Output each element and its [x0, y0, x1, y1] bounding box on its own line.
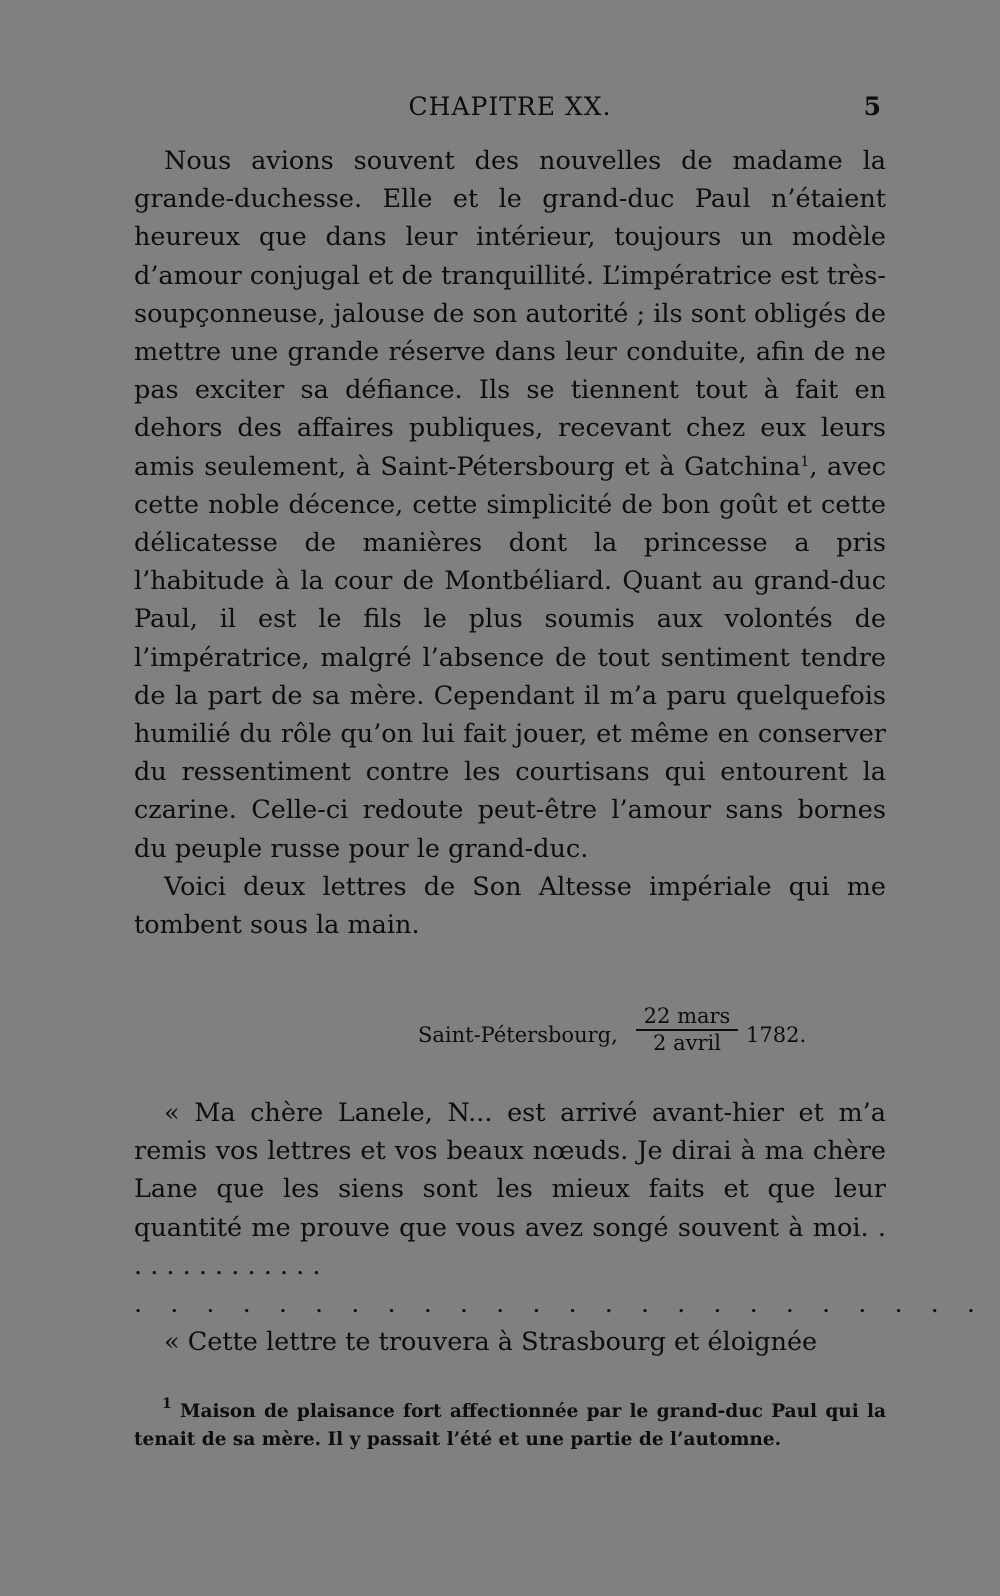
letter-dateline: [410, 1003, 830, 1067]
footnote-marker: 1: [162, 1396, 172, 1412]
date-new-style: 2 avril: [653, 1031, 721, 1055]
footnote: [134, 1398, 886, 1454]
dateline-dual-date: [632, 1003, 742, 1055]
quoted-letter: [134, 1094, 985, 1361]
footnote-text: Maison de plaisance fort affectionnée par le grand-duc Paul qui la tenait de sa mère. Il y passait l’été et une partie de l’automne.: [134, 1401, 886, 1450]
footnote-paragraph: [134, 1398, 886, 1454]
main-text: [134, 142, 886, 944]
date-old-style: 22 mars: [643, 1004, 731, 1028]
paragraph: [134, 142, 886, 868]
chapter-title: CHAPITRE XX.: [408, 92, 612, 121]
paragraph-text-continued: , avec cette noble décence, cette simplicité de bon goût et cette délicatesse de manières dont la princesse a pris l’habitude à la cour de Montbéliard. Quant au grand-duc Paul, il est le fils le plus soumis aux volontés de l’impératrice, malgré l’absence de tout sentiment tendre de la part de sa mère. Cependant il m’a paru quelquefois humilié du rôle qu’on lui fait jouer, et même en conserver du ressentiment contre les courtisans qui entourent la czarine. Celle-ci redoute peut-être l’amour sans bornes du peuple russe pour le grand-duc.: [134, 451, 886, 864]
dateline-place: Saint-Pétersbourg,: [418, 1023, 618, 1047]
letter-paragraph: « Ma chère Lanele, N... est arrivé avant-hier et m’a remis vos lettres et vos beaux nœuds. Je dirai à ma chère Lane que les siens sont les mieux faits et que leur quantité me prouve que vous avez songé souvent à moi. . . . . . . . . . . . . .: [134, 1098, 886, 1281]
page-number: 5: [863, 92, 882, 121]
ellipsis-line: . . . . . . . . . . . . . . . . . . . . . . . .: [134, 1289, 985, 1320]
letter-paragraph: « Cette lettre te trouvera à Strasbourg et éloignée: [164, 1327, 818, 1358]
running-head: [134, 92, 886, 126]
footnote-reference[interactable]: 1: [800, 453, 810, 470]
dateline-year: 1782.: [746, 1023, 807, 1047]
paragraph: Voici deux lettres de Son Altesse impériale qui me tombent sous la main.: [134, 871, 886, 941]
paragraph-text: Nous avions souvent des nouvelles de madame la grande-duchesse. Elle et le grand-duc Paul n’étaient heureux que dans leur intérieur, toujours un modèle d’amour conjugal et de tranquillité. L’impératrice est très-soupçonneuse, jalouse de son autorité ; ils sont obligés de mettre une grande réserve dans leur conduite, afin de ne pas exciter sa défiance. Ils se tiennent tout à fait en dehors des affaires publiques, recevant chez eux leurs amis seulement, à Saint-Pétersbourg et à Gatchina: [134, 146, 886, 482]
